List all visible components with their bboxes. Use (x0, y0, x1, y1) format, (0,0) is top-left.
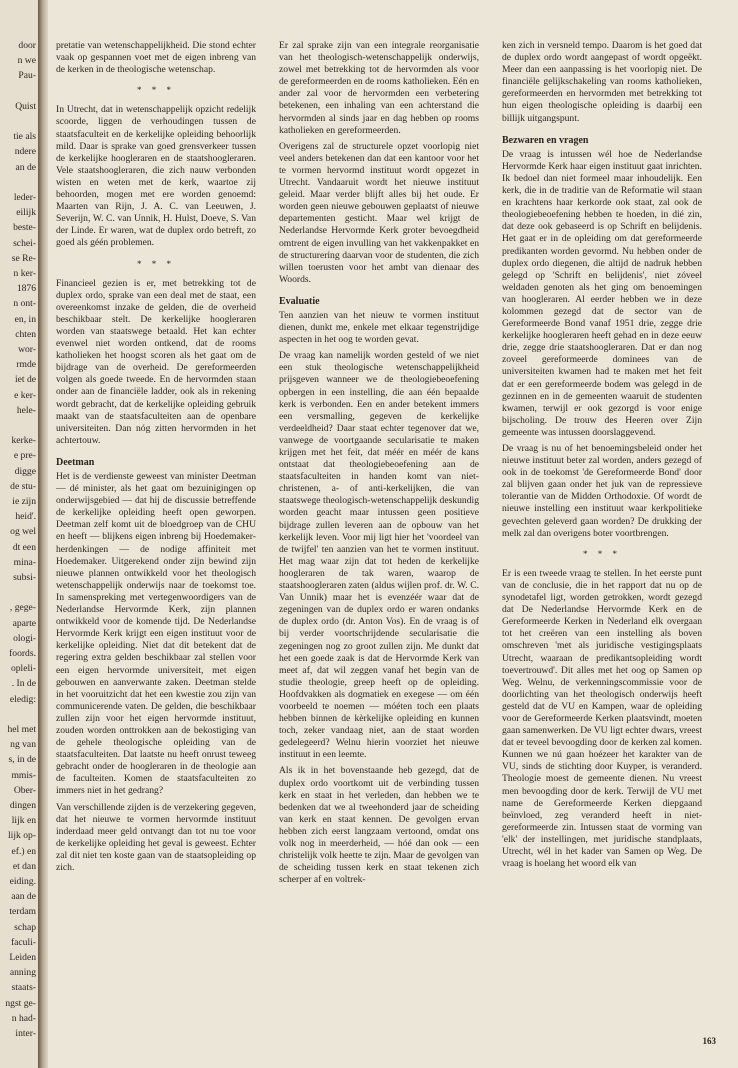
left-page-fragment: en, in (14, 313, 36, 325)
paragraph: Het is de verdienste geweest van minister Deetman — dé minister, als het gaat om bezuinigingen op onderwijsgebied — dat hij de discussie betreffende de kerkelijke opleiding heeft open geworpen. Deetman zelf komt uit de bloedgroep van de CHU en heeft — blijkens eigen inbreng bij Hoedemaker-herdenkingen — de nodige affiniteit met Hoedemaker. Uitgerekend onder zijn bewind zijn nieuwe plannen ontwikkeld voor het theologisch wetenschappelijk onderwijs naar de toekomst toe. In samenspreking met vertegenwoordigers van de Nederlandse Hervormde Kerk, zijn plannen ontwikkeld voor de komende tijd. De Nederlandse Hervormde Kerk krijgt een eigen instituut voor de kerkelijke opleiding. Niet dat dit betekent dat de regering extra gelden beschikbaar zal stellen voor een eigen hervormde universiteit, met eigen gebouwen en aanverwante zaken. Deetman stelde in het vooruitzicht dat het een kwestie zou zijn van communicerende vaten. De gelden, die beschikbaar zullen zijn voor het eigen hervormde instituut, zouden worden onttrokken aan de bekostiging van de gehele theologische opleiding van de staatsfaculteiten. Dat laatste nu heeft onrust teweeg gebracht onder de hoogleraren in de theologie aan de faculteiten. Komen de staatsfaculteiten zo immers niet in het gedrang? (56, 471, 256, 797)
left-page-fragment: og wel (10, 526, 36, 538)
left-page-fragment: eilijk (16, 207, 36, 219)
paragraph: De vraag is intussen wél hoe de Nederlandse Hervormde Kerk haar eigen instituut gaat inrichten. Ik bedoel dan niet formeel maar inhoudelijk. Een kerk, die in de traditie van de Reformatie wil staan en krachtens haar kerkorde ook staat, zal ook de theologiebeoefening hebben te hoeden, in dié zin, dat deze ook gebaseerd is op Schrift en belijdenis. Het gaat er in de opleiding om dat gereformeerde predikanten worden gevormd. Nu hebben onder de duplex ordo diegenen, die altijd de nadruk hebben gelegd op 'Schrift en belijdenis', niet zóveel weldaden genoten als het ging om benoemingen van hoogleraren. Al eerder hebben we in deze kolommen gezegd dat de sector van de Gereformeerde Bond vanaf 1951 drie, zegge drie kerkelijke hoogleraren heeft gehad en in deze eeuw drie, zegge drie staatshoogleraren. Dat er dan nog zoveel gereformeerde dominees van de universiteiten kwamen had te maken met het feit dat er een gereformeerde bodem was gelegd in de gezinnen en in de gemeenten waaruit de studenten kwamen, terwijl er ook gezorgd is voor enige bijscholing. De trouw des Heeren over Zijn gemeente was intussen doorslaggevend. (502, 148, 702, 438)
paragraph: Financieel gezien is er, met betrekking tot de duplex ordo, sprake van een deal met de staat, een overeenkomst inzake de gelden, die de overheid beschikbaar stelt. De kerkelijke hoogleraren worden van staatswege betaald. Het kan echter evenwel niet worden ontkend, dat de rooms katholieken het hoogst scoren als het gaat om de bijdrage van de overheid. De gereformeerden volgen als goede tweede. En de hervormden staan onder aan de financiële ladder, ook als in rekening wordt gebracht, dat de kerkelijke opleiding gebruik maakt van de staatsfaculteiten aan de openbare universiteiten. Dan nóg zitten hervormden in het achtertouw. (56, 277, 256, 446)
left-page-fragment: dt een (12, 541, 36, 553)
left-page-fragment: ie zijn (12, 496, 36, 507)
left-page-fragment: schap (14, 921, 36, 933)
left-page-edge (0, 0, 40, 1068)
left-page-fragment: digge (14, 465, 36, 477)
left-page-fragment: faculi- (10, 936, 36, 948)
left-page-fragment: schei- (13, 237, 36, 249)
column-1 (56, 40, 256, 878)
left-page-fragment: ologi- (13, 632, 36, 644)
left-page-fragment: mmis- (11, 769, 36, 781)
paragraph: Ten aanzien van het nieuw te vormen instituut dienen, dunkt me, enkele met elkaar tegenstrijdige aspecten in het oog te worden gevat. (279, 309, 479, 346)
left-page-fragment: aan de (11, 891, 36, 903)
paragraph: Overigens zal de structurele opzet voorlopig niet veel anders betekenen dan dat een kantoor voor het te vormen hervormd instituut wordt opgezet in Utrecht. Vandaaruit wordt het nieuwe instituut geleid. Maar verder blijft alles bij het oude. Er worden geen nieuwe gebouwen geplaatst of nieuwe departementen gesticht. Maar wel krijgt de Nederlandse Hervormde Kerk groter bevoegdheid omtrent de eigen invulling van het vakkenpakket en de structurering daarvan voor de studenten, die zich willen toerusten voor het ambt van dienaar des Woords. (279, 140, 479, 285)
left-page-fragment: staats- (11, 982, 36, 994)
paragraph: pretatie van wetenschappelijkheid. Die stond echter vaak op gespannen voet met de eigen inbreng van de kerken in de theologische wetenschap. (56, 40, 256, 76)
section-divider: * * * (583, 548, 621, 559)
page-number: 163 (702, 1036, 716, 1046)
section-divider: * * * (137, 85, 175, 96)
book-gutter (38, 0, 48, 1068)
left-page-fragment: lijk en (11, 815, 36, 827)
paragraph: Van verschillende zijden is de verzekering gegeven, dat het nieuwe te vormen hervormde instituut inderdaad meer geld ontvangt dan tot nu toe voor de kerkelijke opleiding het geval is geweest. Echter zal dit niet ten koste gaan van de staatsopleiding op zich. (56, 801, 256, 873)
section-heading: Deetman (56, 456, 95, 468)
left-page-fragment: hel met (7, 724, 36, 735)
left-page-fragment: heid'. (15, 511, 36, 523)
left-page-fragment: de stu- (10, 480, 36, 492)
page (48, 0, 738, 1068)
section-heading: Evaluatie (279, 295, 320, 307)
left-page-fragment: n ker- (13, 268, 36, 279)
left-page-fragment: se Re- (11, 252, 36, 264)
left-page-fragment: wor- (18, 344, 36, 355)
left-page-fragment: ng van (10, 739, 36, 751)
column-3 (502, 40, 702, 874)
left-page-fragment: e pre- (13, 450, 36, 462)
left-page-fragment: , gege- (9, 602, 36, 614)
left-page-fragment: ef.) en (11, 845, 36, 857)
left-page-fragment: Ober- (13, 784, 36, 796)
left-page-fragment: e ker- (14, 389, 36, 401)
left-page-fragment: terdam (9, 906, 36, 918)
left-page-fragment: n had- (11, 1012, 36, 1024)
left-page-fragment: dingen (9, 800, 36, 811)
left-page-fragment: n we (17, 55, 36, 67)
left-page-fragment: kerke- (11, 435, 36, 447)
left-page-fragment: n ont- (13, 298, 36, 310)
paragraph: De vraag kan namelijk worden gesteld of we niet een stuk theologische wetenschappelijkheid prijsgeven wanneer we de theologiebeoefening opbergen in een instelling, die aan één bepaalde kerk is verbonden. Een en ander betekent immers een versmalling, gegeven de kerkelijke verdeeldheid? Daar staat echter tegenover dat we, vanwege de voortgaande secularisatie te maken krijgen met het feit, dat méér en méér de kans ontstaat dat theologiebeoefening aan de staatsfaculteiten in handen komt van niet-christenen, a- of anti-kerkelijken, die van staatswege theologisch-wetenschappelijk deskundig worden geacht maar intussen geen positieve bijdrage zullen leveren aan de opbouw van het kerkelijk leven. Voor mij ligt hier het 'voordeel van de twijfel' ten aanzien van het te vormen instituut. Het mag waar zijn dat tot heden de kerkelijke hoogleraren de tak waren, waarop de staatshoogleraren zaten (aldus wijlen prof. dr. W. C. Van Unnik) maar het is evenzéér waar dat de zegeningen van de duplex ordo er waren ondanks de duplex ordo (dr. Anton Vos). En de vraag is of bij verder voortschrijdende secularisatie die zegeningen nog zo groot zullen zijn. Me dunkt dat het een goede zaak is dat de Hervormde Kerk van meet af, dat wil zeggen vanaf het begin van de studie theologie, greep heeft op de opleiding. Hoofdvakken als dogmatiek en exegese — om één voorbeeld te noemen — móéten toch een plaats hebben binnen de kèrkelijke opleiding en kunnen toch, zeker vandaag niet, aan de staat worden gedelegeerd? Welnu hierin voorziet het nieuwe instituut in een leemte. (279, 350, 479, 761)
left-page-fragment: hele- (16, 404, 36, 416)
section-heading: Bezwaren en vragen (502, 134, 589, 146)
left-page-fragment: door (18, 40, 36, 51)
left-page-fragment: beste- (13, 222, 36, 234)
left-page-fragment: tie als (13, 131, 36, 143)
left-page-fragment: Leiden (9, 952, 36, 963)
left-page-fragment: Quist (15, 100, 36, 112)
left-page-fragment: s, in de (8, 754, 36, 766)
left-page-fragment: aparte (12, 617, 36, 629)
paragraph: ken zich in versneld tempo. Daarom is het goed dat de duplex ordo wordt aangepast of wordt opgeëkt. Meer dan een aanpassing is het voorlopig niet. De financiële gelijkschakeling van rooms katholieken, gereformeerden en hervormden met betrekking tot hun eigen theologische opleiding is daarbij een billijk uitgangspunt. (502, 40, 702, 124)
column-2 (279, 40, 479, 890)
paragraph: Er zal sprake zijn van een integrale reorganisatie van het theologisch-wetenschappelijk onderwijs, zowel met betrekking tot de hervormden als voor de gereformeerden en de rooms katholieken. Eén en ander zal voor de hervormden een verbetering betekenen, een inhaling van een achterstand die hervormden al sinds jaar en dag hebben op rooms katholieken en gereformeerden. (279, 40, 479, 136)
left-page-fragment: iet de (14, 374, 36, 386)
section-divider: * * * (137, 258, 175, 269)
left-page-fragment: ndere (14, 146, 36, 158)
paragraph: In Utrecht, dat in wetenschappelijk opzicht redelijk scoorde, liggen de verhoudingen tussen de staatsfaculteit en de kerkelijke opleiding behoorlijk mild. Daar is sprake van goed grensverkeer tussen de kerkelijke hoogleraren en de staatshoogleraren. Vele staatshoogleraren, die zich nauw verbonden wisten en weten met de kerk, waartoe zij behoorden, mogen met ere worden genoemd: Maarten van Rijn, J. A. C. van Leeuwen, J. Severijn, W. C. van Unnik, H. Hulst, Doeve, S. Van der Linde. Er waren, wat de duplex ordo betreft, zo goed als géén problemen. (56, 104, 256, 249)
left-page-fragment: . In de (11, 678, 36, 690)
left-page-fragment: anning (9, 967, 36, 979)
paragraph: Er is een tweede vraag te stellen. In het eerste punt van de conclusie, die in het rapport dat nu op de synodetafel ligt, worden getrokken, wordt gezegd dat De Nederlandse Hervormde Kerk en de Gereformeerde Kerken in Nederland elk overgaan tot het creëren van een instelling als boven omschreven 'met als juridische vestigingsplaats Utrecht, waaraan de predikantsopleiding wordt toevertrouwd'. Dit alles met het oog op Samen op Weg. Welnu, de verkenningscommissie voor de doorlichting van het theologisch onderwijs heeft gesteld dat de VU en Kampen, waar de opleiding voor de Gereformeerde Kerken plaatsvindt, moeten gaan samenwerken. De VU ligt echter dwars, vreest dat er teveel bevoogding door de kerken zal komen. Kunnen we nú gaan hoézeer het karakter van de VU, sinds de stichting door Kuyper, is veranderd. Theologie moest de gemeente dienen. Nu vreest men bevoogding door de kerk. Terwijl de VU met name de Gereformeerde Kerken diepgaand beïnvloed, zeg veranderd heeft in niet-gereformeerde zin. Intussen staat de vorming van 'elk' der instellingen, met juridische standplaats, Utrecht, wél in het kader van Samen op Weg. De vraag is hoelang het woord elk van (502, 567, 702, 870)
left-page-fragment: chten (15, 328, 36, 340)
left-page-fragment: eiding. (9, 876, 36, 887)
left-page-fragment: inter- (15, 1028, 36, 1039)
left-page-fragment: an de (15, 161, 36, 173)
left-page-fragment: lijk op- (8, 830, 36, 842)
left-page-fragment: leder- (13, 192, 36, 203)
left-page-fragment: et dan (12, 860, 36, 872)
left-page-fragment: eledig: (9, 693, 36, 705)
paragraph: Als ik in het bovenstaande heb gezegd, dat de duplex ordo voortkomt uit de verbinding tussen kerk en staat in het verleden, dan hebben we te bedenken dat we al tweehonderd jaar de scheiding van kerk en staat kennen. De gevolgen ervan hebben zich eerst langzaam vertoond, omdat ons volk nog in meerderheid, — hóé dan ook — een christelijk volk heette te zijn. Maar de gevolgen van de scheiding tussen kerk en staat tekenen zich scherper af en voltrek- (279, 765, 479, 886)
left-page-fragment: subsi- (13, 572, 36, 583)
left-page-fragment: mina- (13, 556, 36, 568)
left-page-fragment: rmde (16, 359, 36, 371)
left-page-fragment: 1876 (16, 283, 36, 295)
left-page-fragment: Pau- (18, 70, 36, 82)
paragraph: De vraag is nu of het benoemingsbeleid onder het nieuwe instituut beter zal worden, anders gezegd of ook in de toekomst 'de Gereformeerde Bond' door zal blijven gaan onder het juk van de repressieve tolerantie van de Midden Orthodoxie. Of wordt de nieuwe instelling een instituut waar kerkpolitieke gevechten geleverd gaan worden? De drukking der melk zal dan overigens boter voortbrengen. (502, 443, 702, 539)
left-page-fragment: foords. (9, 648, 36, 659)
left-page-fragment: ngst ge- (5, 997, 36, 1009)
left-page-fragment: opleli- (10, 663, 36, 675)
